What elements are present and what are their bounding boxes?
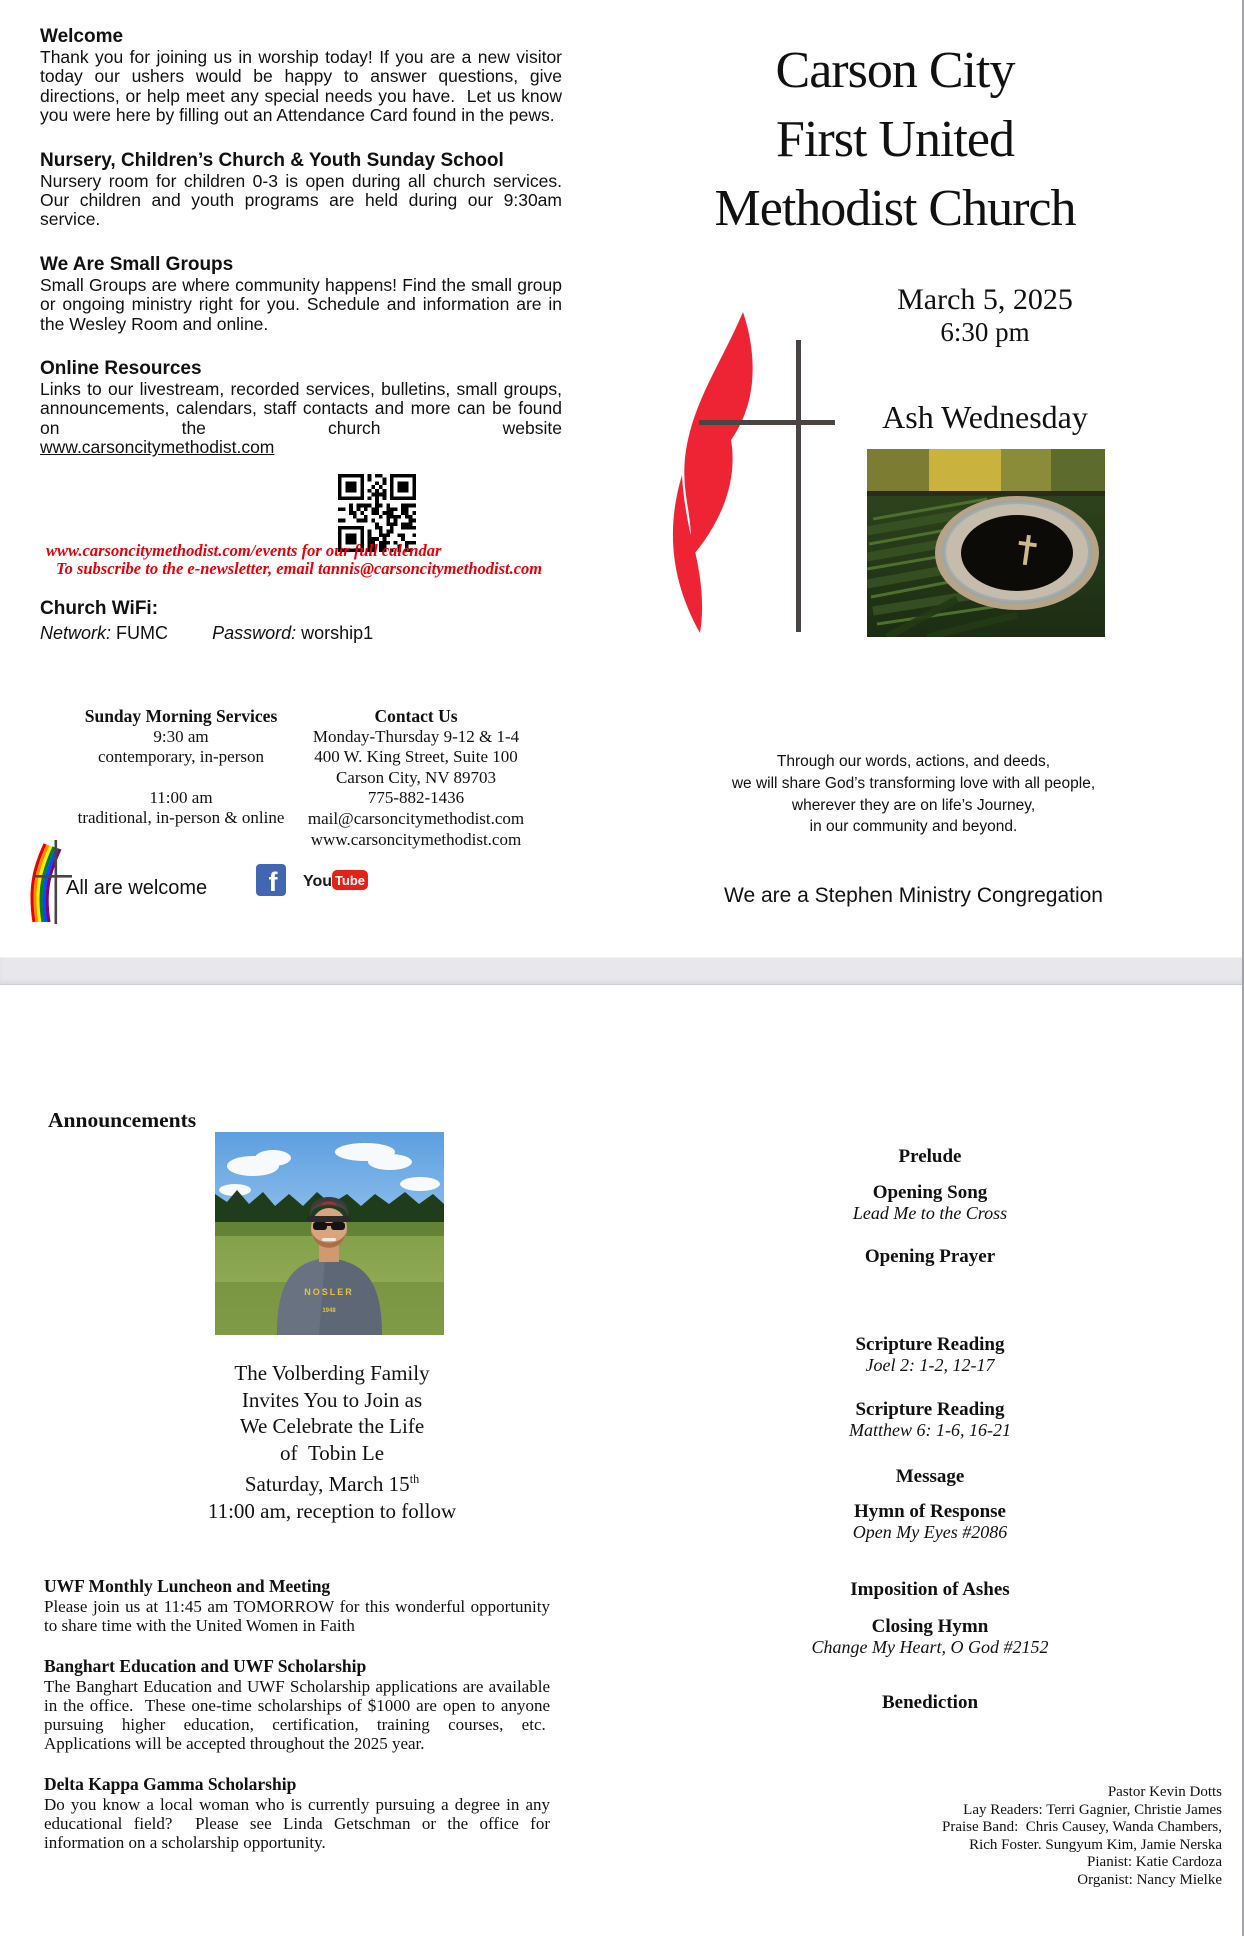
section-heading: Online Resources <box>40 358 202 380</box>
announcement-item <box>44 1656 550 1754</box>
church-name-title <box>622 36 1168 243</box>
section-body: Thank you for joining us in worship today! If you are a new visitor today our ushers would be happy to answer questions, give directions, or help meet any special needs you have. Let us know you were here by filling out an Attendance Card found in the pews. <box>40 47 562 126</box>
church-website-link[interactable]: www.carsoncitymethodist.com <box>40 437 275 458</box>
sunday-services-block <box>56 706 306 829</box>
section-heading: Welcome <box>40 26 124 47</box>
wifi-heading: Church WiFi: <box>40 598 159 619</box>
credit-line: Pastor Kevin Dotts <box>1107 1784 1222 1800</box>
church-name-line: First United <box>776 111 1014 168</box>
announcement-heading: Banghart Education and UWF Scholarship <box>44 1655 367 1676</box>
contact-block <box>290 706 542 850</box>
staff-credits <box>802 1784 1222 1890</box>
order-item: Opening Prayer <box>864 1246 996 1267</box>
mission-line: in our community and beyond. <box>809 818 1018 836</box>
announcements-heading: Announcements <box>48 1108 197 1132</box>
announcement-item <box>44 1774 550 1853</box>
wifi-network-label: Network: <box>40 623 112 643</box>
service-datetime <box>790 283 1180 347</box>
wifi-network-value: FUMC <box>116 623 169 643</box>
city-state-zip: Carson City, NV 89703 <box>335 767 497 787</box>
memorial-invitation <box>120 1360 544 1525</box>
order-of-service <box>735 1140 1125 1730</box>
order-item: Opening Song Lead Me to the Cross <box>852 1182 1008 1223</box>
wifi-credentials <box>40 622 373 644</box>
section-heading: Nursery, Children’s Church & Youth Sunday School <box>40 149 504 171</box>
memorial-line: 11:00 am, reception to follow <box>207 1498 457 1523</box>
order-item: Scripture Reading Matthew 6: 1-6, 16-21 <box>849 1399 1011 1440</box>
website-url[interactable]: www.carsoncitymethodist.com <box>310 829 522 849</box>
mission-line: Through our words, actions, and deeds, <box>776 753 1051 770</box>
all-are-welcome-tagline: All are welcome <box>66 877 208 899</box>
stephen-ministry-line: We are a Stephen Ministry Congregation <box>724 884 1103 907</box>
service-style: traditional, in-person & online <box>77 808 285 828</box>
credit-line: Lay Readers: Terri Gagnier, Christie James <box>963 1801 1222 1818</box>
service-time: 6:30 pm <box>940 317 1030 347</box>
street-address: 400 W. King Street, Suite 100 <box>314 747 518 767</box>
section-small-groups <box>40 254 562 334</box>
credit-line: Organist: Nancy Mielke <box>1077 1871 1222 1888</box>
umc-cross-and-flame-icon <box>655 292 845 640</box>
memorial-line: Saturday, March 15th <box>244 1472 420 1497</box>
ordinal-suffix: th <box>409 1472 420 1487</box>
section-body: Small Groups are where community happens! Find the small group or ongoing ministry right for you. Schedule and information are in the Wesley Room and online. <box>40 274 562 334</box>
shirt-year-text: 1948 <box>322 1308 336 1314</box>
mission-statement <box>665 751 1162 838</box>
announcement-list <box>44 1576 550 1873</box>
announcement-heading: UWF Monthly Luncheon and Meeting <box>44 1576 331 1596</box>
church-name-line: Methodist Church <box>714 180 1076 237</box>
email-address[interactable]: mail@carsoncitymethodist.com <box>307 808 525 828</box>
credit-line: Pianist: Katie Cardoza <box>1087 1854 1222 1871</box>
tobin-portrait-photo <box>215 1132 444 1335</box>
announcement-item <box>44 1576 550 1636</box>
page1-left-column <box>40 26 562 482</box>
announcement-heading: Delta Kappa Gamma Scholarship <box>44 1773 297 1794</box>
services-heading: Sunday Morning Services <box>84 706 278 726</box>
order-item: Benediction <box>881 1692 979 1713</box>
announcement-body: Do you know a local woman who is currently pursuing a degree in any educational field? Please see Linda Getschman or the office for information on a scholarship opportunity. <box>44 1794 550 1853</box>
mission-line: wherever they are on life’s Journey, <box>791 796 1036 814</box>
section-nursery <box>40 150 562 230</box>
memorial-line: The Volberding Family <box>234 1361 430 1385</box>
service-date: March 5, 2025 <box>897 283 1073 316</box>
section-body: Links to our livestream, recorded services, bulletins, small groups, announcements, calendars, staff contacts and more can be found on the church website <box>40 379 562 438</box>
youtube-icon[interactable] <box>302 866 370 894</box>
ash-bowl-photo <box>867 449 1105 637</box>
order-item: Hymn of Response Open My Eyes #2086 <box>852 1501 1008 1542</box>
service-title: Ash Wednesday <box>882 399 1088 435</box>
phone-number: 775-882-1436 <box>367 788 465 808</box>
order-item: Scripture Reading Joel 2: 1-2, 12-17 <box>855 1334 1005 1375</box>
wifi-password-value: worship1 <box>301 623 374 643</box>
section-heading: We Are Small Groups <box>40 253 234 275</box>
credit-line: Rich Foster. Sungyum Kim, Jamie Nerska <box>969 1836 1222 1853</box>
events-calendar-link[interactable]: www.carsoncitymethodist.com/events for our full calendar <box>46 541 442 560</box>
section-body: Nursery room for children 0-3 is open during all church services. Our children and youth programs are held during our 9:30am service. <box>40 170 562 230</box>
svg-text:f: f <box>268 867 278 896</box>
order-item: Imposition of Ashes <box>850 1579 1010 1600</box>
wifi-password-label: Password: <box>212 623 297 643</box>
mission-line: we will share God’s transforming love with all people, <box>731 774 1096 792</box>
memorial-line: of Tobin Le <box>279 1440 385 1465</box>
page-divider <box>0 957 1244 985</box>
facebook-icon[interactable] <box>256 864 286 896</box>
newsletter-subscribe-note[interactable]: To subscribe to the e-newsletter, email tannis@carsoncitymethodist.com <box>56 559 543 578</box>
office-hours: Monday-Thursday 9-12 & 1-4 <box>312 726 520 746</box>
service-time: 9:30 am <box>153 726 209 746</box>
credit-line: Praise Band: Chris Causey, Wanda Chambers, <box>942 1819 1222 1836</box>
order-item: Prelude <box>898 1146 962 1167</box>
order-item: Closing Hymn Change My Heart, O God #2152 <box>811 1616 1049 1657</box>
memorial-line: We Celebrate the Life <box>239 1414 425 1439</box>
service-time: 11:00 am <box>149 787 213 807</box>
memorial-line: Invites You to Join as <box>241 1387 423 1412</box>
youtube-you-text: You <box>303 873 333 890</box>
contact-heading: Contact Us <box>374 706 458 726</box>
announcement-body: Please join us at 11:45 am TOMORROW for this wonderful opportunity to share time with the United Women in Faith <box>44 1597 550 1636</box>
spacer <box>56 768 306 788</box>
rainbow-cross-and-flame-icon <box>24 836 72 928</box>
youtube-tube-text: Tube <box>334 873 366 888</box>
shirt-brand-text: NOSLER <box>304 1287 354 1297</box>
order-item: Message <box>895 1466 965 1487</box>
church-name-line: Carson City <box>775 42 1015 99</box>
service-style: contemporary, in-person <box>97 747 264 767</box>
announcement-body: The Banghart Education and UWF Scholarship applications are available in the office. These one-time scholarships of $1000 are open to anyone pursuing higher education, certification, training courses, etc. Applications will be accepted throughout the 2025 year. <box>44 1676 550 1754</box>
section-online-resources <box>40 358 562 458</box>
section-welcome <box>40 26 562 126</box>
